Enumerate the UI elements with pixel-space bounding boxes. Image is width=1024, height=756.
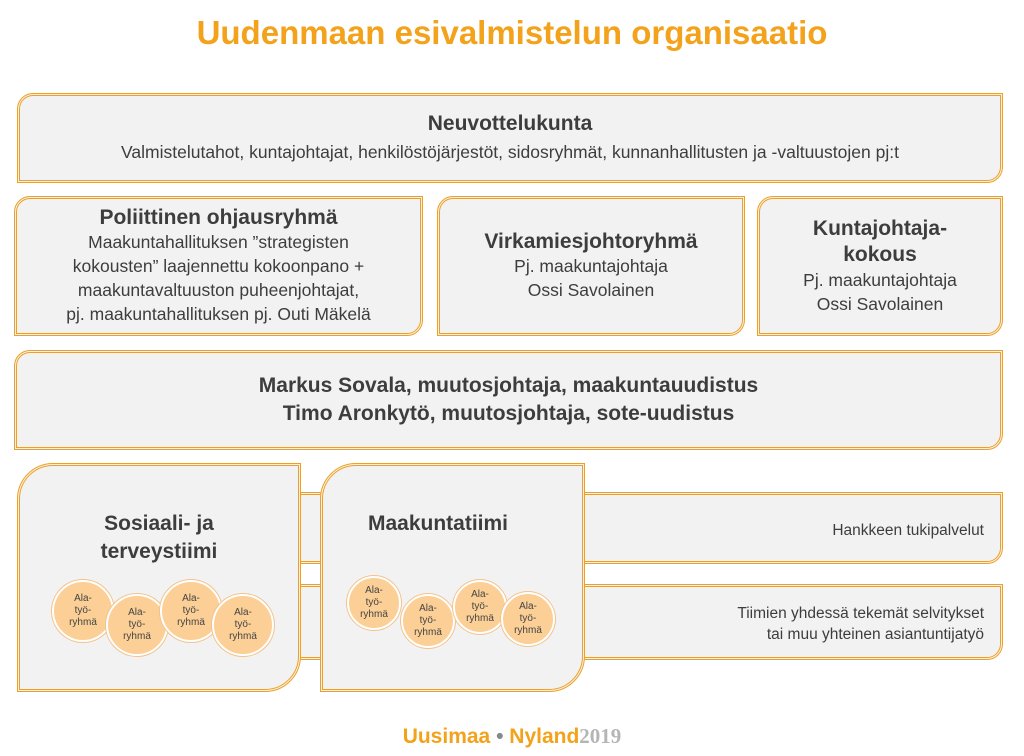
- muutosjohtaja-line: Timo Aronkytö, muutosjohtaja, sote-uudistus: [282, 402, 735, 425]
- footer-logo: [0, 724, 1024, 749]
- footer-dot: •: [496, 725, 504, 748]
- sote-tiimi-box: [17, 463, 301, 692]
- virkamies-line: Ossi Savolainen: [527, 280, 655, 300]
- neuvottelukunta-heading: Neuvottelukunta: [427, 112, 593, 135]
- alatyoryhma-bubble: Ala- työ- ryhmä: [160, 580, 222, 642]
- muutosjohtaja-line: Markus Sovala, muutosjohtaja, maakuntauudistus: [258, 374, 759, 397]
- virkamiesjohtoryhma-box: [437, 196, 745, 336]
- alatyoryhma-bubble: Ala- työ- ryhmä: [501, 592, 555, 646]
- footer-year: 2019: [579, 724, 622, 748]
- kuntajohtaja-heading: Kuntajohtaja-: [812, 217, 948, 240]
- tukipalvelut-text: Hankkeen tukipalvelut: [832, 522, 984, 539]
- alatyoryhma-bubble: Ala- työ- ryhmä: [52, 580, 114, 642]
- poliittinen-heading: Poliittinen ohjausryhmä: [99, 206, 338, 229]
- muutosjohtajat-box: [14, 350, 1003, 450]
- sote-heading: terveystiimi: [100, 540, 218, 563]
- kuntajohtajakokous-box: [757, 196, 1003, 336]
- alatyoryhma-bubble: Ala- työ- ryhmä: [212, 594, 274, 656]
- neuvottelukunta-text: Valmistelutahot, kuntajohtajat, henkilöstöjärjestöt, sidosryhmät, kunnanhallitusten ja -valtuustojen pj:t: [121, 142, 899, 162]
- poliittinen-line: maakuntavaltuuston puheenjohtajat,: [77, 280, 360, 300]
- poliittinen-ohjausryhma-box: [14, 196, 423, 336]
- sote-heading: Sosiaali- ja: [104, 512, 214, 535]
- poliittinen-line: kokousten” laajennettu kokoonpano +: [72, 256, 365, 276]
- kuntajohtaja-line: Ossi Savolainen: [816, 294, 944, 314]
- virkamies-line: Pj. maakuntajohtaja: [514, 256, 668, 276]
- alatyoryhma-bubble: Ala- työ- ryhmä: [453, 580, 507, 634]
- alatyoryhma-bubble: Ala- työ- ryhmä: [106, 594, 168, 656]
- page-title: Uudenmaan esivalmistelun organisaatio: [196, 14, 828, 51]
- poliittinen-line: Maakuntahallituksen ”strategisten: [88, 232, 349, 252]
- kuntajohtaja-heading: kokous: [843, 243, 917, 266]
- selvitykset-line: tai muu yhteinen asiantuntijatyö: [766, 626, 984, 643]
- maakuntatiimi-box: [320, 463, 585, 692]
- poliittinen-line: pj. maakuntahallituksen pj. Outi Mäkelä: [66, 304, 371, 324]
- alatyoryhma-bubble: Ala- työ- ryhmä: [347, 576, 401, 630]
- virkamies-heading: Virkamiesjohtoryhmä: [484, 230, 698, 253]
- kuntajohtaja-line: Pj. maakuntajohtaja: [803, 270, 957, 290]
- neuvottelukunta-box: [17, 93, 1003, 183]
- footer-uusimaa: Uusimaa: [402, 725, 491, 748]
- footer-nyland: Nyland: [509, 725, 580, 748]
- alatyoryhma-bubble: Ala- työ- ryhmä: [401, 594, 455, 648]
- maakuntatiimi-heading: Maakuntatiimi: [367, 512, 509, 535]
- selvitykset-line: Tiimien yhdessä tekemät selvitykset: [737, 605, 984, 622]
